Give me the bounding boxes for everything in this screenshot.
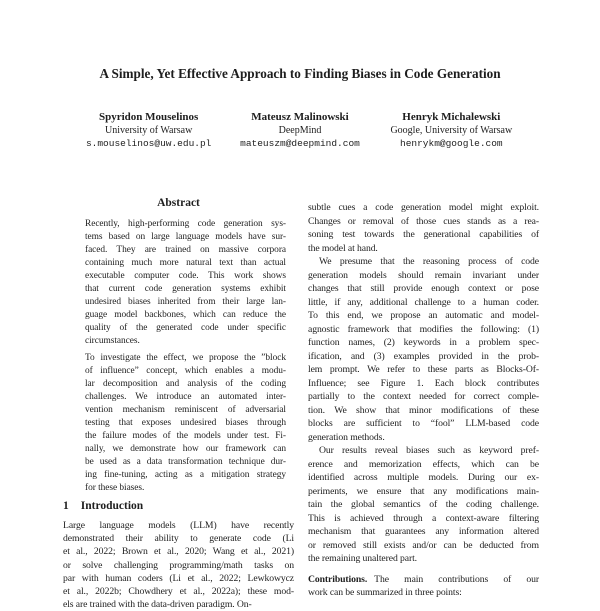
abstract-paragraph: Recently, high-performing code generation sys- tems based on large language models have sur- faced. They are trained on massive corpora containing much more natural text than actual executable computer code. This work shows that current code generation systems exhibit undesired biases inherited from their large lan- guage model backbones, which can reduce the quality of the generated code under specific circumstances.	[85, 219, 286, 346]
author-email: henrykm@google.com	[400, 138, 503, 149]
body-paragraph: We presume that the reasoning process of code generation models should remain invariant under changes that still provide enough context or pose little, if any, additional challenge to a human coder. To this end, we propose an automatic and model- agnostic framework that modifies the following: (1) function names, (2) keywords in a problem spec- ification, and (3) examples provided in the prob- lem prompt. We refer to these parts as Blocks-Of- Influence; see Figure 1. Each block contributes partially to the context needed for correct comple- tion. We show that minor modifications of these blocks are sufficient to “fool” LLM-based code generation methods.	[308, 256, 539, 443]
author-affiliation: Google, University of Warsaw	[390, 125, 513, 136]
author-block	[73, 110, 224, 151]
authors-row	[73, 110, 527, 151]
body-paragraph: subtle cues a code generation model might exploit. Changes or removal of those cues stands as a rea- soning test towards the generational capabilities of the model at hand.	[308, 202, 539, 254]
author-name: Henryk Michalewski	[402, 111, 501, 123]
contributions-last-line: work can be summarized in three points:	[308, 587, 462, 598]
contributions-label: Contributions.	[308, 573, 368, 585]
author-name: Mateusz Malinowski	[251, 111, 349, 123]
body-paragraph: Our results reveal biases such as keyword pref- erence and memorization effects, which can be identified across multiple models. During our ex- periments, we ensure that any modifications main- tain the global semantics of the coding challenge. This is achieved through a context-aware filtering mechanism that guarantees any information altered or removed still exists and/or can be deducted from the remaining unaltered part.	[308, 445, 539, 564]
column-left	[63, 196, 294, 611]
author-email: s.mouselinos@uw.edu.pl	[85, 138, 212, 149]
author-block	[376, 110, 527, 151]
author-name: Spyridon Mouselinos	[98, 111, 199, 123]
abstract-body	[85, 218, 286, 495]
contributions-first-line	[308, 573, 539, 587]
abstract-paragraph: To investigate the effect, we propose the ”block of influence” concept, which enables a modu- lar decomposition and analysis of the coding challenges. We introduce an automated inter- vention mechanism reminiscent of adversarial testing that exposes undesired biases through the failure modes of the models under test. Fi- nally, we demonstrate how our framework can be used as a data transformation technique dur- ing fine-tuning, acting as a mitigation strategy for these biases.	[85, 353, 286, 493]
section-number: 1	[63, 500, 69, 512]
author-block	[224, 110, 375, 151]
contributions-text: The main contributions of our	[374, 573, 539, 585]
section-title: Introduction	[80, 500, 144, 512]
contributions-paragraph	[308, 573, 539, 600]
column-right	[308, 201, 539, 600]
author-affiliation: University of Warsaw	[105, 125, 193, 136]
intro-paragraph: Large language models (LLM) have recently demonstrated their ability to generate code (Li et al., 2022; Brown et al., 2020; Wang et al., 2021) or solve challenging programming/math tasks on par with human coders (Li et al., 2022; Lewkowycz et al., 2022b; Chowdhery et al., 2022a); these mod- els are trained with the data-driven paradigm. On-	[63, 520, 294, 611]
section-heading-introduction	[63, 499, 294, 514]
paper-title: A Simple, Yet Effective Approach to Finding Biases in Code Generation	[99, 66, 501, 81]
author-affiliation: DeepMind	[278, 125, 322, 136]
abstract-heading: Abstract	[157, 197, 200, 209]
author-email: mateuszm@deepmind.com	[240, 138, 360, 149]
